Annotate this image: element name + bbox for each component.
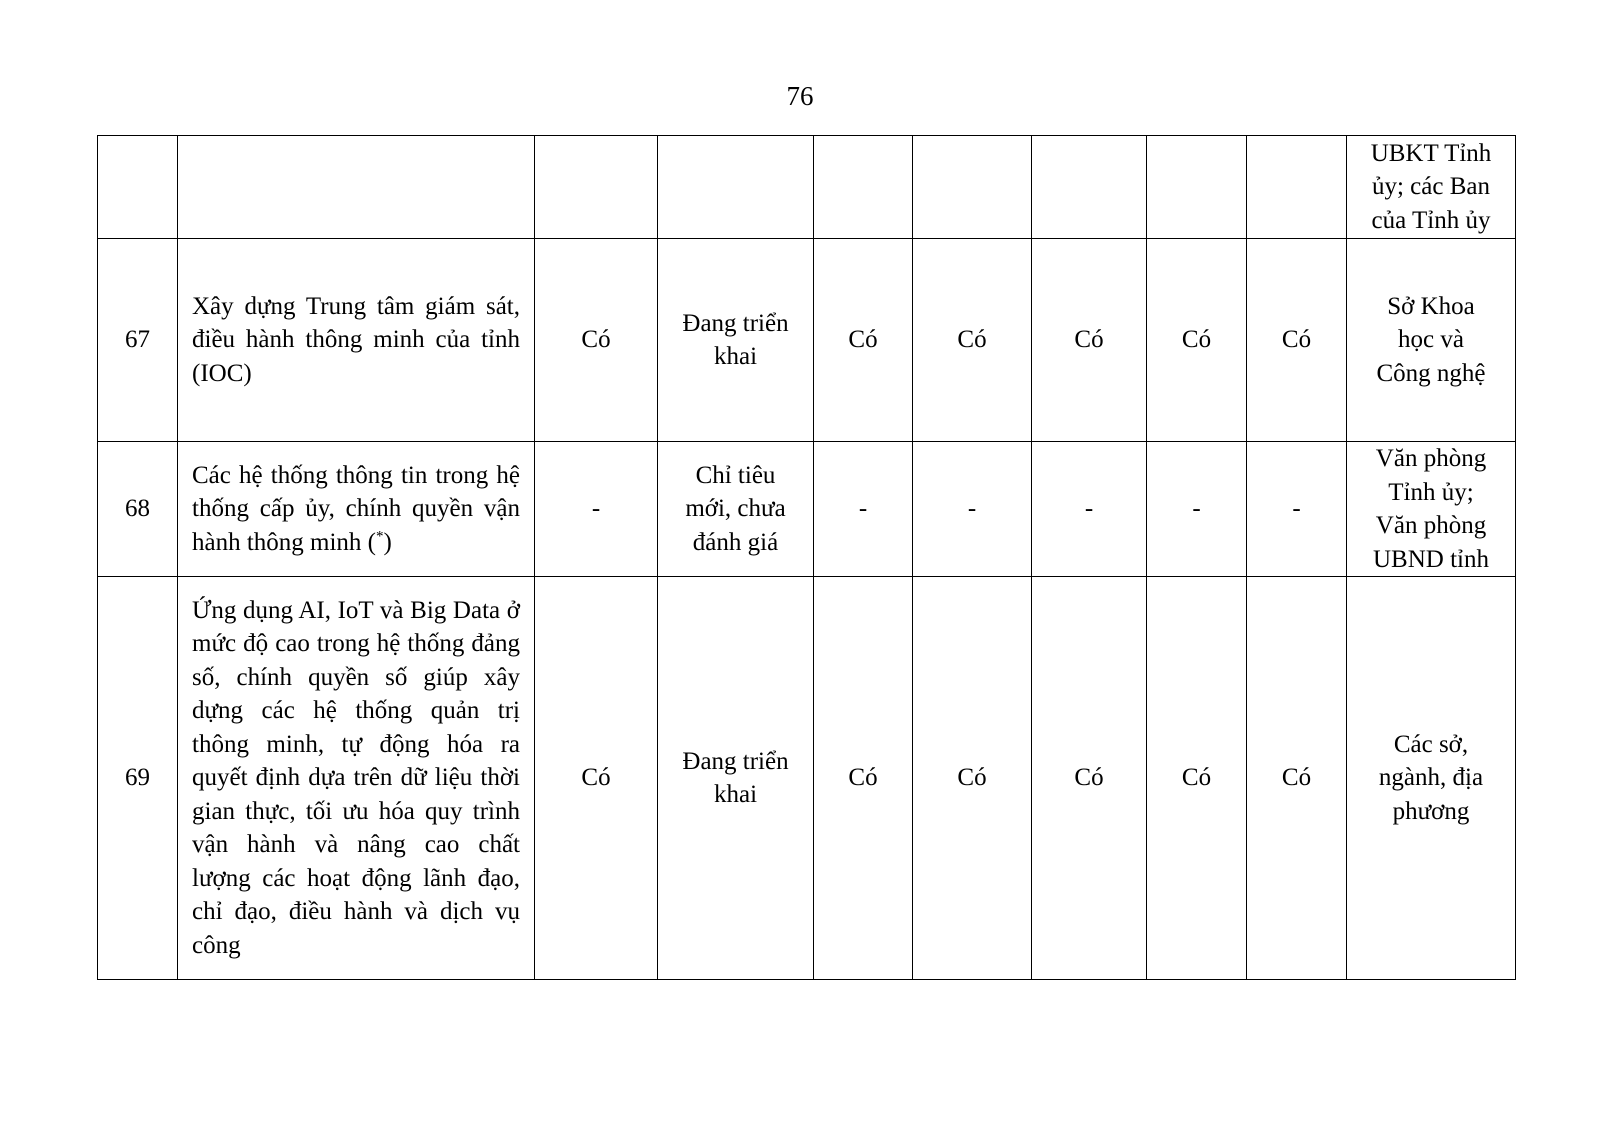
cell-status — [658, 442, 814, 577]
cell-col3: Có — [535, 577, 658, 980]
cell-col6: Có — [913, 239, 1032, 442]
status-line: đánh giá — [692, 528, 779, 556]
responsible-line: của Tỉnh ủy — [1371, 206, 1491, 234]
indicator-table — [97, 135, 1516, 980]
responsible-line: ủy; các Ban — [1371, 173, 1490, 201]
cell-description — [178, 136, 535, 239]
responsible-line: Văn phòng — [1375, 512, 1487, 539]
cell-col8: - — [1147, 442, 1247, 577]
responsible-line: Văn phòng — [1375, 445, 1487, 472]
cell-description: Xây dựng Trung tâm giám sát, điều hành thông minh của tỉnh (IOC) — [178, 239, 535, 442]
table-row-67 — [98, 239, 1516, 442]
cell-col8: Có — [1147, 577, 1247, 980]
status-line: khai — [713, 781, 758, 808]
responsible-line: UBND tỉnh — [1373, 545, 1489, 573]
cell-col3 — [535, 136, 658, 239]
status-line: Đang triển — [682, 747, 789, 775]
cell-col5: Có — [814, 239, 913, 442]
status-line: khai — [713, 343, 758, 370]
table-row-68 — [98, 442, 1516, 577]
cell-no: 67 — [98, 239, 178, 442]
cell-description — [178, 442, 535, 577]
responsible-line: Tỉnh ủy; — [1388, 478, 1474, 506]
description-text: Các hệ thống thông tin trong hệ thống cấp ủy, chính quyền vận hành thông minh ( — [192, 461, 520, 556]
status-line: mới, chưa — [685, 495, 786, 523]
cell-col8: Có — [1147, 239, 1247, 442]
cell-status — [658, 239, 814, 442]
responsible-line: phương — [1392, 797, 1470, 825]
cell-col8 — [1147, 136, 1247, 239]
responsible-line: học và — [1398, 326, 1464, 354]
cell-no — [98, 136, 178, 239]
status-line: Đang triển — [682, 309, 789, 337]
cell-responsible — [1347, 577, 1516, 980]
cell-col7: - — [1032, 442, 1147, 577]
cell-col9: - — [1247, 442, 1347, 577]
table-row-69 — [98, 577, 1516, 980]
cell-col3: - — [535, 442, 658, 577]
cell-col7: Có — [1032, 577, 1147, 980]
description-end: ) — [383, 528, 392, 556]
cell-col7 — [1032, 136, 1147, 239]
responsible-line: Sở Khoa — [1387, 292, 1475, 320]
cell-responsible — [1347, 442, 1516, 577]
cell-col5 — [814, 136, 913, 239]
responsible-line: ngành, địa — [1378, 764, 1484, 792]
status-line: Chỉ tiêu — [695, 461, 776, 489]
cell-status — [658, 577, 814, 980]
page-number: 76 — [786, 81, 814, 111]
cell-no: 69 — [98, 577, 178, 980]
responsible-line: Các sở, — [1393, 730, 1469, 758]
footnote-mark: * — [376, 528, 384, 545]
cell-responsible — [1347, 136, 1516, 239]
cell-col5: - — [814, 442, 913, 577]
cell-description: Ứng dụng AI, IoT và Big Data ở mức độ cao trong hệ thống đảng số, chính quyền số giúp xây dựng các hệ thống quản trị thông minh, tự động hóa ra quyết định dựa trên dữ liệu thời gian thực, tối ưu hóa quy trình vận hành và nâng cao chất lượng các hoạt động lãnh đạo, chỉ đạo, điều hành và dịch vụ công — [178, 577, 535, 980]
cell-responsible — [1347, 239, 1516, 442]
table-row-continuation — [98, 136, 1516, 239]
cell-col6 — [913, 136, 1032, 239]
responsible-line: Công nghệ — [1376, 359, 1486, 387]
cell-col9: Có — [1247, 577, 1347, 980]
cell-col6: Có — [913, 577, 1032, 980]
cell-col3: Có — [535, 239, 658, 442]
cell-col6: - — [913, 442, 1032, 577]
cell-status — [658, 136, 814, 239]
cell-no: 68 — [98, 442, 178, 577]
responsible-line: UBKT Tỉnh — [1370, 139, 1492, 167]
cell-col7: Có — [1032, 239, 1147, 442]
cell-col5: Có — [814, 577, 913, 980]
cell-col9 — [1247, 136, 1347, 239]
cell-col9: Có — [1247, 239, 1347, 442]
